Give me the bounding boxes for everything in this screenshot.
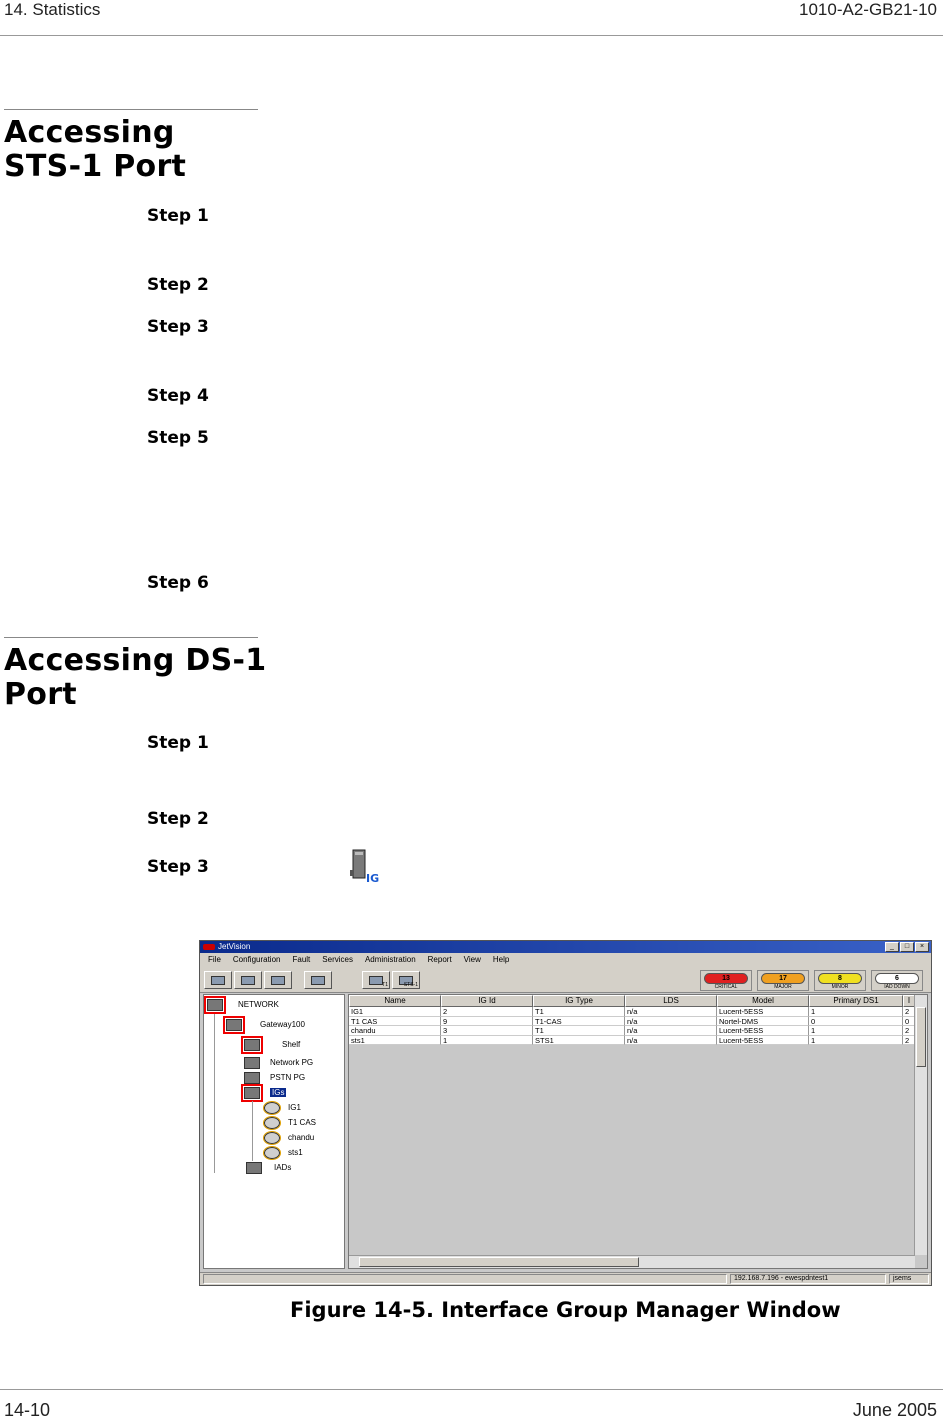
table-cell: chandu — [349, 1026, 441, 1036]
t1-icon — [369, 976, 383, 985]
step-label: Step 6 — [147, 573, 209, 593]
toolbar-button-label: STS-1 — [403, 982, 418, 988]
table-cell: n/a — [625, 1007, 717, 1017]
menu-help[interactable]: Help — [492, 955, 510, 964]
menu-fault[interactable]: Fault — [292, 955, 311, 964]
menu-bar — [200, 953, 931, 967]
toolbar-database-button[interactable] — [204, 971, 232, 989]
toolbar — [200, 967, 931, 993]
network-icon — [207, 999, 223, 1011]
alarm-label: IAD DOWN — [884, 984, 910, 990]
alarm-critical[interactable] — [700, 970, 752, 991]
status-bar — [200, 1272, 931, 1285]
alarm-iad-down[interactable] — [871, 970, 923, 991]
column-header[interactable]: I — [903, 995, 915, 1007]
tree-node-ig[interactable]: chandu — [288, 1133, 315, 1142]
step-label: Step 1 — [147, 733, 209, 753]
section-title-line: Port — [4, 677, 77, 712]
toolbar-import-button[interactable] — [234, 971, 262, 989]
interface-group-icon — [264, 1117, 280, 1129]
section-title-sts1 — [4, 116, 186, 184]
arrow-icon — [241, 976, 255, 985]
tree-node-iads[interactable]: IADs — [274, 1163, 292, 1172]
interface-group-icon — [264, 1132, 280, 1144]
menu-view[interactable]: View — [463, 955, 481, 964]
interface-group-table — [348, 994, 928, 1269]
app-logo-icon — [203, 944, 215, 950]
ig-icon — [347, 848, 383, 884]
publication-date: June 2005 — [852, 1400, 937, 1420]
header-divider — [0, 35, 943, 36]
section-title-line: STS-1 Port — [4, 149, 187, 184]
tree-node-igs[interactable] — [270, 1088, 286, 1097]
table-cell: 2 — [903, 1026, 915, 1036]
printer-icon — [311, 976, 325, 985]
menu-administration[interactable]: Administration — [364, 955, 416, 964]
shelf-icon — [244, 1039, 260, 1051]
alarm-label: MINOR — [831, 984, 849, 990]
table-cell: n/a — [625, 1026, 717, 1036]
alarm-count: 13 — [704, 973, 748, 984]
table-cell: 0 — [809, 1017, 903, 1027]
table-cell: 1 — [809, 1007, 903, 1017]
alarm-label: CRITICAL — [714, 984, 738, 990]
table-cell: T1 — [533, 1026, 625, 1036]
table-cell: 1 — [441, 1036, 533, 1046]
table-row[interactable] — [349, 1026, 915, 1036]
running-header-doc-number: 1010-A2-GB21-10 — [799, 0, 937, 19]
maximize-button[interactable]: □ — [900, 942, 914, 952]
menu-report[interactable]: Report — [427, 955, 452, 964]
window-titlebar — [200, 941, 931, 953]
iads-icon — [246, 1162, 262, 1174]
scrollbar-thumb[interactable] — [916, 1007, 926, 1067]
svg-text:IG: IG — [366, 872, 380, 884]
table-cell: sts1 — [349, 1036, 441, 1046]
status-message — [203, 1274, 727, 1284]
alarm-count: 17 — [761, 973, 805, 984]
tree-node-network-pg[interactable]: Network PG — [270, 1058, 314, 1067]
scrollbar-thumb[interactable] — [359, 1257, 639, 1267]
table-header — [349, 995, 915, 1007]
step-label: Step 2 — [147, 809, 209, 829]
tree-node-igs-label: IGs — [272, 1088, 285, 1097]
table-body — [349, 1007, 915, 1045]
horizontal-scrollbar[interactable] — [349, 1255, 915, 1268]
section-title-ds1 — [4, 644, 266, 712]
step-label: Step 4 — [147, 386, 209, 406]
alarm-minor[interactable] — [814, 970, 866, 991]
table-cell: Nortel-DMS — [717, 1017, 809, 1027]
menu-services[interactable]: Services — [322, 955, 353, 964]
table-cell: n/a — [625, 1017, 717, 1027]
tree-node-ig[interactable]: T1 CAS — [288, 1118, 317, 1127]
section-title-line: Accessing — [4, 115, 175, 150]
toolbar-button-label: T1 — [382, 982, 388, 988]
table-row[interactable] — [349, 1017, 915, 1027]
table-cell: 2 — [903, 1007, 915, 1017]
tree-node-pstn-pg[interactable]: PSTN PG — [270, 1073, 306, 1082]
network-tree — [203, 994, 345, 1269]
table-cell: T1 — [533, 1007, 625, 1017]
column-header[interactable]: Name — [349, 995, 441, 1007]
table-cell: Lucent-5ESS — [717, 1007, 809, 1017]
tree-node-ig[interactable]: IG1 — [288, 1103, 301, 1112]
table-cell: 1 — [809, 1026, 903, 1036]
section-divider — [4, 109, 258, 110]
tree-node-network[interactable]: NETWORK — [238, 1000, 279, 1009]
table-cell: 2 — [903, 1036, 915, 1046]
minimize-button[interactable]: _ — [885, 942, 899, 952]
window-title: JetVision — [218, 942, 251, 951]
table-cell: IG1 — [349, 1007, 441, 1017]
interface-group-icon — [264, 1147, 280, 1159]
table-cell: 3 — [441, 1026, 533, 1036]
table-cell: 9 — [441, 1017, 533, 1027]
arrow-icon — [271, 976, 285, 985]
running-header-chapter: 14. Statistics — [4, 0, 101, 19]
pstn-pg-icon — [244, 1072, 260, 1084]
toolbar-t1-button[interactable] — [362, 971, 390, 989]
step-label: Step 1 — [147, 206, 209, 226]
table-cell: STS1 — [533, 1036, 625, 1046]
table-cell: 0 — [903, 1017, 915, 1027]
status-host: 192.168.7.196 - ewespdntest1 — [730, 1274, 886, 1284]
table-row[interactable] — [349, 1007, 915, 1017]
menu-file[interactable]: File — [208, 955, 221, 964]
table-row[interactable] — [349, 1036, 915, 1046]
figure-caption: Figure 14-5. Interface Group Manager Window — [290, 1298, 841, 1322]
table-cell: Lucent-5ESS — [717, 1026, 809, 1036]
alarm-label: MAJOR — [774, 984, 792, 990]
page-number: 14-10 — [4, 1400, 51, 1420]
step-label: Step 3 — [147, 317, 209, 337]
column-header[interactable]: Primary DS1 — [809, 995, 903, 1007]
menu-configuration[interactable]: Configuration — [232, 955, 281, 964]
close-button[interactable]: × — [915, 942, 929, 952]
table-cell: Lucent-5ESS — [717, 1036, 809, 1046]
toolbar-sts1-button[interactable] — [392, 971, 420, 989]
table-cell: 2 — [441, 1007, 533, 1017]
toolbar-export-button[interactable] — [264, 971, 292, 989]
column-header[interactable]: IG Type — [533, 995, 625, 1007]
ig-folder-icon — [244, 1087, 260, 1099]
step-label: Step 2 — [147, 275, 209, 295]
status-app: jsems — [889, 1274, 929, 1284]
step-label: Step 3 — [147, 857, 209, 877]
gateway-icon — [226, 1019, 242, 1031]
tree-node-ig[interactable]: sts1 — [288, 1148, 303, 1157]
database-icon — [211, 976, 225, 985]
network-pg-icon — [244, 1057, 260, 1069]
table-cell: T1 CAS — [349, 1017, 441, 1027]
alarm-major[interactable] — [757, 970, 809, 991]
toolbar-print-button[interactable] — [304, 971, 332, 989]
step-label: Step 5 — [147, 428, 209, 448]
table-cell: n/a — [625, 1036, 717, 1046]
interface-group-manager-window — [199, 940, 932, 1286]
column-header[interactable]: IG Id — [441, 995, 533, 1007]
tree-node-gateway[interactable]: Gateway100 — [260, 1020, 305, 1029]
alarm-count: 6 — [875, 973, 919, 984]
footer-divider — [0, 1389, 943, 1390]
section-title-line: Accessing DS-1 — [4, 643, 267, 678]
column-header[interactable]: Model — [717, 995, 809, 1007]
table-cell: 1 — [809, 1036, 903, 1046]
vertical-scrollbar[interactable] — [914, 995, 927, 1255]
section-divider — [4, 637, 258, 638]
column-header[interactable]: LDS — [625, 995, 717, 1007]
alarm-count: 8 — [818, 973, 862, 984]
interface-group-icon — [264, 1102, 280, 1114]
table-cell: T1-CAS — [533, 1017, 625, 1027]
tree-node-shelf[interactable]: Shelf — [282, 1040, 301, 1049]
